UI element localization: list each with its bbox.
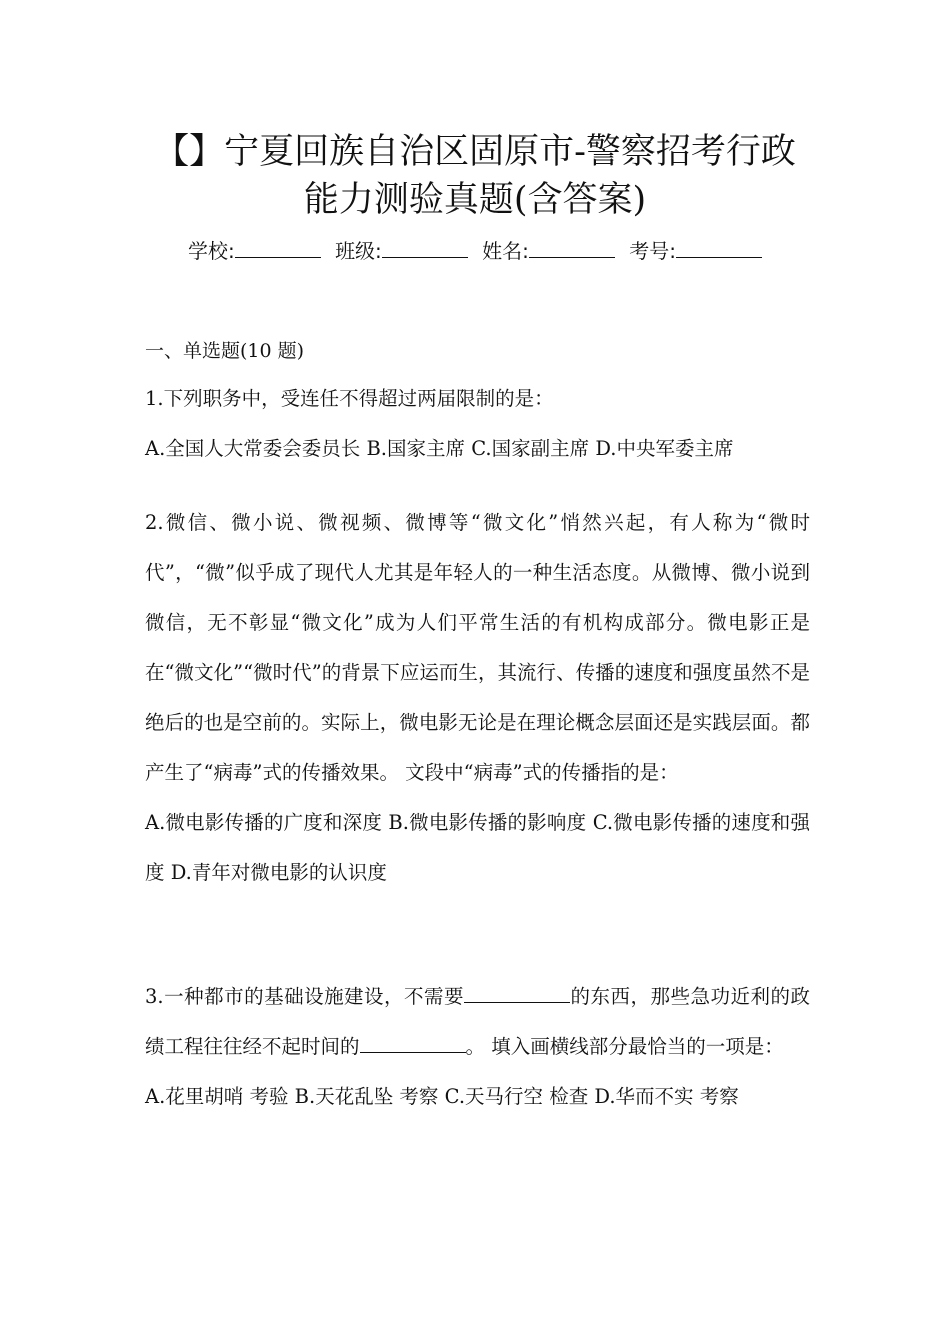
school-label: 学校: — [187, 239, 235, 263]
question-options: A.花里胡哨 考验 B.天花乱坠 考察 C.天马行空 检查 D.华而不实 考察 — [145, 1085, 739, 1108]
title-line-2: 能力测验真题(含答案) — [303, 180, 647, 220]
class-blank[interactable] — [382, 239, 468, 258]
stem-part-3: 。 填入画横线部分最恰当的一项是： — [465, 1035, 784, 1058]
answer-blank-1[interactable] — [464, 984, 570, 1003]
class-field — [335, 239, 468, 263]
name-blank[interactable] — [529, 239, 615, 258]
stem-part-2: 的东西，那些急功近利的政绩工程往往经不起时间的 — [145, 985, 810, 1058]
question-stem: 2.微信、微小说、微视频、微博等“微文化”悄然兴起，有人称为“微时代”，“微”似乎成了现代人尤其是年轻人的一种生活态度。从微博、微小说到微信，无不彰显“微文化”成为人们平常生活的有机构成部分。微电影正是在“微文化”“微时代”的背景下应运而生，其流行、传播的速度和强度虽然不是绝后的也是空前的。实际上，微电影无论是在理论概念层面还是实践层面。都产生了“病毒”式的传播效果。 文段中“病毒”式的传播指的是： — [145, 511, 810, 784]
stem-part-1: 3.一种都市的基础设施建设，不需要 — [145, 985, 465, 1008]
question-stem — [145, 972, 810, 1072]
question-1 — [145, 386, 810, 462]
name-label: 姓名: — [482, 239, 529, 263]
page-title — [120, 128, 830, 224]
question-options: A.全国人大常委会委员长 B.国家主席 C.国家副主席 D.中央军委主席 — [145, 437, 734, 460]
name-field — [482, 239, 615, 263]
school-field — [188, 239, 321, 263]
number-label: 考号: — [629, 239, 677, 263]
school-blank[interactable] — [235, 239, 321, 258]
number-blank[interactable] — [676, 239, 762, 258]
student-info-line — [100, 238, 850, 264]
title-line-1: 【】宁夏回族自治区固原市-警察招考行政 — [154, 132, 796, 172]
question-3 — [145, 972, 810, 1122]
answer-blank-2[interactable] — [360, 1034, 466, 1053]
question-2 — [145, 498, 810, 898]
question-options: A.微电影传播的广度和深度 B.微电影传播的影响度 C.微电影传播的速度和强度 D.青年对微电影的认识度 — [145, 811, 810, 884]
number-field — [629, 239, 762, 263]
section-heading: 一、单选题(10 题) — [145, 340, 305, 362]
class-label: 班级: — [335, 239, 382, 263]
question-stem: 1.下列职务中，受连任不得超过两届限制的是： — [145, 387, 554, 410]
